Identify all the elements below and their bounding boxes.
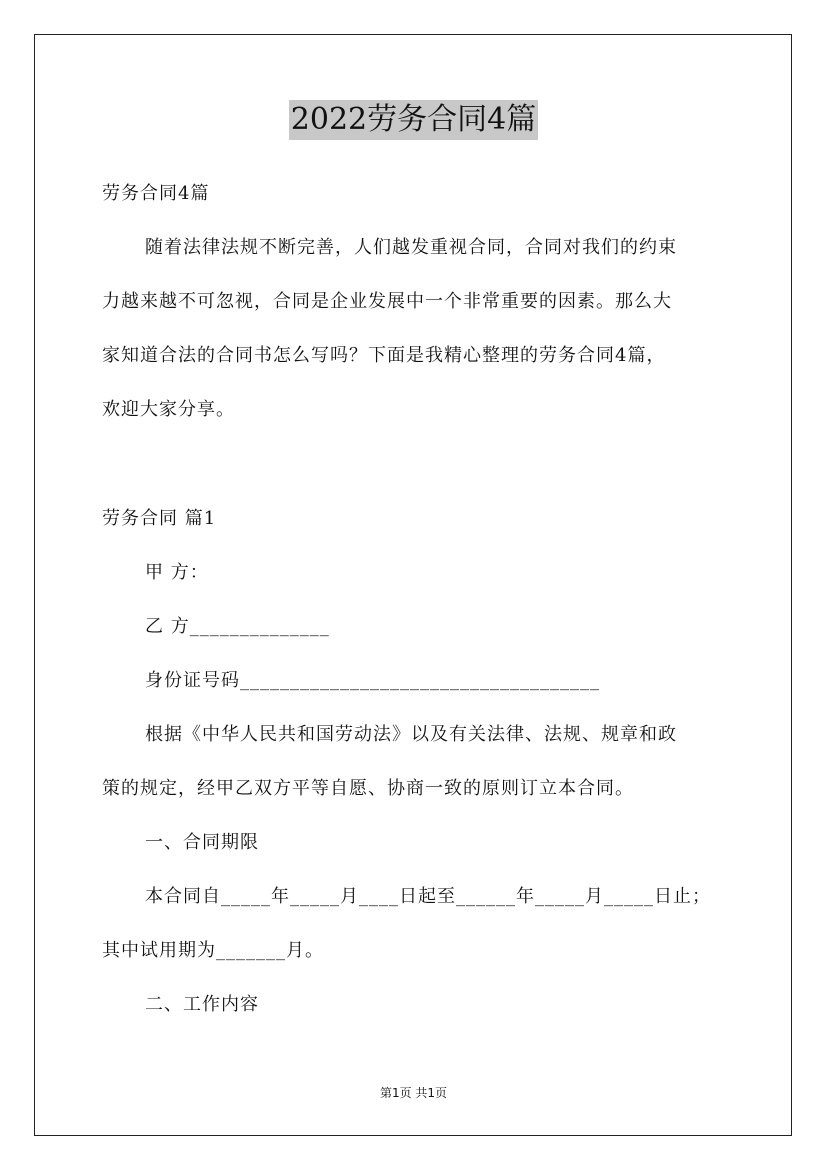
document-title: 2022劳务合同4篇: [289, 100, 538, 140]
party-a-line: 甲 方：: [145, 562, 209, 583]
section-heading: 劳务合同 篇1: [102, 508, 217, 529]
clause-1-line-2: 其中试用期为_______月。: [102, 940, 324, 961]
basis-line-2: 策的规定，经甲乙双方平等自愿、协商一致的原则订立本合同。: [102, 778, 634, 799]
intro-line-4: 欢迎大家分享。: [102, 399, 235, 420]
page-footer: 第1页 共1页: [379, 1086, 448, 1100]
clause-2-title: 二、工作内容: [145, 994, 259, 1015]
clause-1-title: 一、合同期限: [145, 832, 259, 853]
id-number-line: 身份证号码____________________________________: [145, 670, 600, 691]
intro-line-1: 随着法律法规不断完善，人们越发重视合同，合同对我们的约束: [145, 237, 677, 258]
intro-line-3: 家知道合法的合同书怎么写吗？下面是我精心整理的劳务合同4篇，: [102, 345, 666, 366]
party-b-line: 乙 方______________: [145, 616, 330, 637]
clause-1-line-1: 本合同自_____年_____月____日起至______年_____月_____日止；: [145, 886, 711, 907]
document-subtitle: 劳务合同4篇: [102, 183, 210, 204]
title-container: [0, 100, 827, 140]
intro-line-2: 力越来越不可忽视，合同是企业发展中一个非常重要的因素。那么大: [102, 291, 672, 312]
basis-line-1: 根据《中华人民共和国劳动法》以及有关法律、法规、规章和政: [145, 724, 677, 745]
